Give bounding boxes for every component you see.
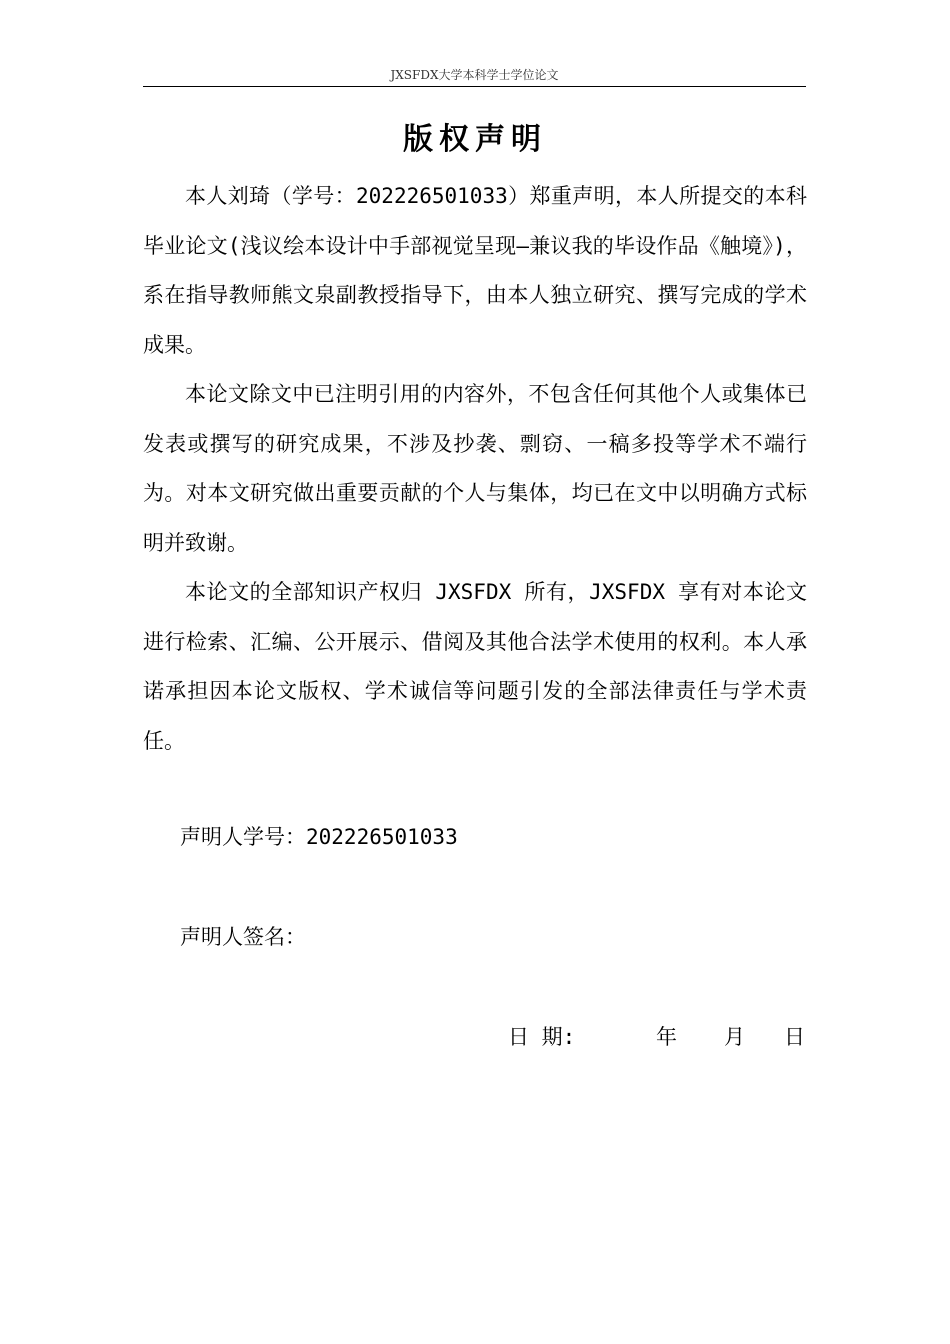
date-label: 日 期:	[508, 1025, 576, 1049]
page-title: 版权声明	[403, 122, 547, 157]
month-label: 月	[724, 1025, 745, 1049]
student-id-value: 202226501033	[306, 825, 458, 849]
date-line	[508, 1022, 808, 1172]
student-id-label: 声明人学号：	[180, 825, 306, 849]
running-header-title: JXSFDX大学本科学士学位论文	[390, 68, 559, 82]
paragraph-statement: 本人刘琦（学号：202226501033）郑重声明，本人所提交的本科毕业论文(浅议绘本设计中手部视觉呈现—兼议我的毕设作品《触境》)，系在指导教师熊文泉副教授指导下，由本人独立研究、撰写完成的学术成果。	[143, 184, 807, 357]
signature-label: 声明人签名：	[180, 925, 306, 949]
year-label: 年	[656, 1025, 677, 1049]
declaration-body	[143, 172, 807, 766]
paragraph-originality: 本论文除文中已注明引用的内容外，不包含任何其他个人或集体已发表或撰写的研究成果，不涉及抄袭、剽窃、一稿多投等学术不端行为。对本文研究做出重要贡献的个人与集体，均已在文中以明确方式标明并致谢。	[143, 382, 807, 555]
student-id-line	[180, 822, 458, 852]
signature-line	[180, 922, 306, 952]
paragraph-copyright: 本论文的全部知识产权归 JXSFDX 所有，JXSFDX 享有对本论文进行检索、汇编、公开展示、借阅及其他合法学术使用的权利。本人承诺承担因本论文版权、学术诚信等问题引发的全部法律责任与学术责任。	[143, 580, 807, 753]
day-label: 日	[784, 1025, 805, 1049]
running-header	[143, 64, 806, 87]
